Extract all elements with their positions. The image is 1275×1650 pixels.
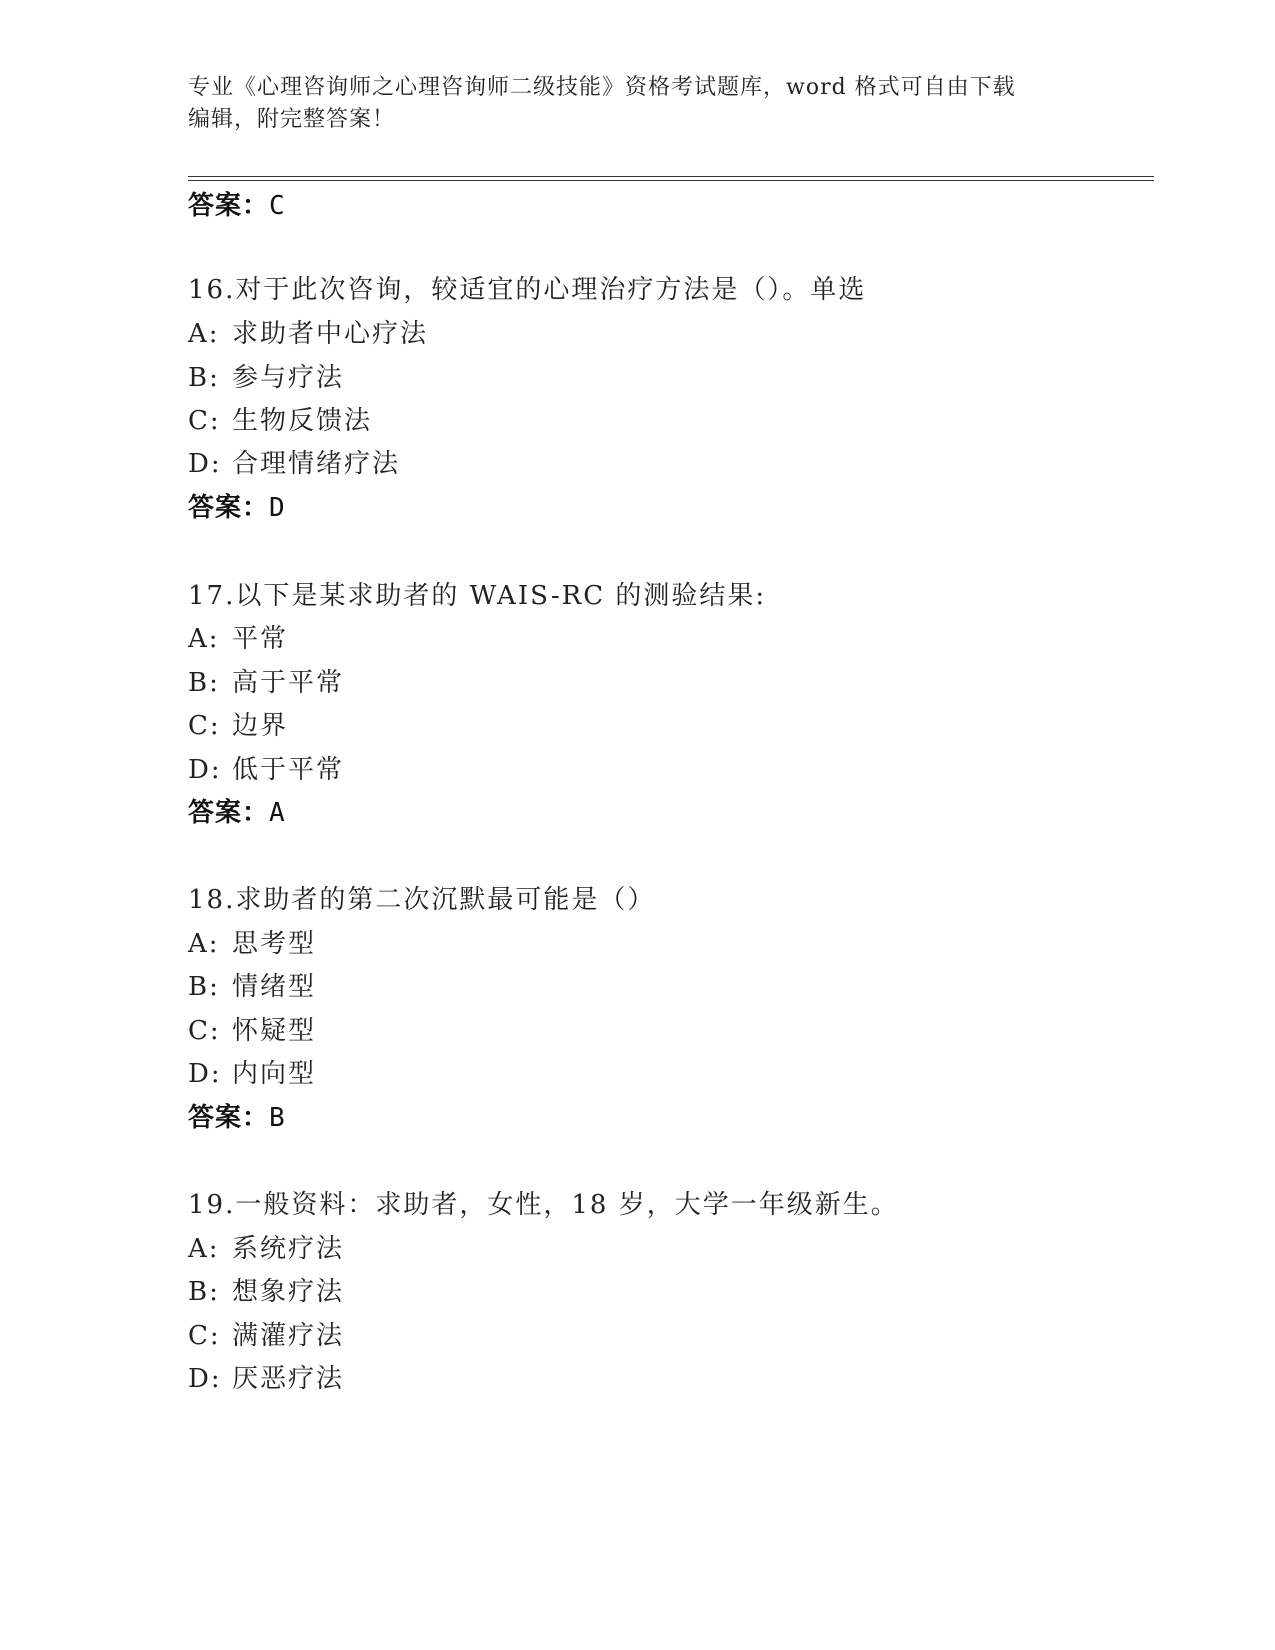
option-text: 合理情绪疗法 xyxy=(232,449,401,479)
option-letter: C: xyxy=(188,1321,221,1351)
option-text: 生物反馈法 xyxy=(232,406,373,436)
answer-value: B xyxy=(269,1103,286,1133)
answer-label: 答案： xyxy=(188,191,270,221)
option-item xyxy=(188,360,344,396)
question-title: 18.求助者的第二次沉默最可能是（） xyxy=(188,885,656,915)
option-item xyxy=(188,969,316,1005)
option-letter: A: xyxy=(188,624,220,654)
option-item xyxy=(188,1274,344,1310)
question-title: 19.一般资料：求助者，女性，18 岁，大学一年级新生。 xyxy=(188,1190,899,1220)
option-text: 边界 xyxy=(232,711,289,741)
option-text: 思考型 xyxy=(232,929,317,959)
option-letter: A: xyxy=(188,1234,220,1264)
document-header xyxy=(188,72,1088,136)
option-letter: C: xyxy=(188,711,221,741)
answer-line xyxy=(188,188,286,224)
option-item xyxy=(188,665,344,701)
option-text: 厌恶疗法 xyxy=(232,1364,345,1394)
answer-line xyxy=(188,490,286,526)
option-text: 情绪型 xyxy=(232,972,317,1002)
option-item xyxy=(188,1013,316,1049)
option-item xyxy=(188,1318,344,1354)
option-item xyxy=(188,621,288,657)
header-line-1: 专业《心理咨询师之心理咨询师二级技能》资格考试题库，word 格式可自由下载 xyxy=(188,75,1016,100)
option-text: 高于平常 xyxy=(232,668,345,698)
answer-value: C xyxy=(269,191,286,221)
option-item xyxy=(188,446,400,482)
answer-line xyxy=(188,1100,286,1136)
option-letter: B: xyxy=(188,668,220,698)
option-letter: A: xyxy=(188,929,220,959)
header-divider xyxy=(188,176,1154,181)
option-item xyxy=(188,1056,316,1092)
option-letter: B: xyxy=(188,1277,220,1307)
option-item xyxy=(188,752,344,788)
answer-value: A xyxy=(269,798,286,828)
option-text: 参与疗法 xyxy=(232,363,345,393)
option-letter: D: xyxy=(188,1364,222,1394)
question-title: 17.以下是某求助者的 WAIS-RC 的测验结果: xyxy=(188,581,767,611)
answer-line xyxy=(188,795,286,831)
option-text: 低于平常 xyxy=(232,755,345,785)
option-letter: D: xyxy=(188,755,222,785)
option-text: 想象疗法 xyxy=(232,1277,345,1307)
option-text: 求助者中心疗法 xyxy=(232,319,429,349)
option-letter: D: xyxy=(188,449,222,479)
option-item xyxy=(188,403,372,439)
question-title: 16.对于此次咨询，较适宜的心理治疗方法是（）。单选 xyxy=(188,275,867,305)
answer-label: 答案： xyxy=(188,493,270,523)
option-item xyxy=(188,926,316,962)
header-line-2: 编辑，附完整答案！ xyxy=(188,107,396,132)
option-text: 内向型 xyxy=(232,1059,317,1089)
option-letter: C: xyxy=(188,1016,221,1046)
option-item xyxy=(188,1361,344,1397)
option-item xyxy=(188,708,288,744)
option-letter: B: xyxy=(188,363,220,393)
option-letter: B: xyxy=(188,972,220,1002)
option-item xyxy=(188,316,428,352)
option-letter: A: xyxy=(188,319,220,349)
option-text: 系统疗法 xyxy=(232,1234,345,1264)
option-text: 满灌疗法 xyxy=(232,1321,345,1351)
answer-label: 答案： xyxy=(188,1103,270,1133)
answer-value: D xyxy=(269,493,286,523)
option-text: 怀疑型 xyxy=(232,1016,317,1046)
option-item xyxy=(188,1231,344,1267)
option-text: 平常 xyxy=(232,624,289,654)
answer-label: 答案： xyxy=(188,798,270,828)
option-letter: C: xyxy=(188,406,221,436)
option-letter: D: xyxy=(188,1059,222,1089)
